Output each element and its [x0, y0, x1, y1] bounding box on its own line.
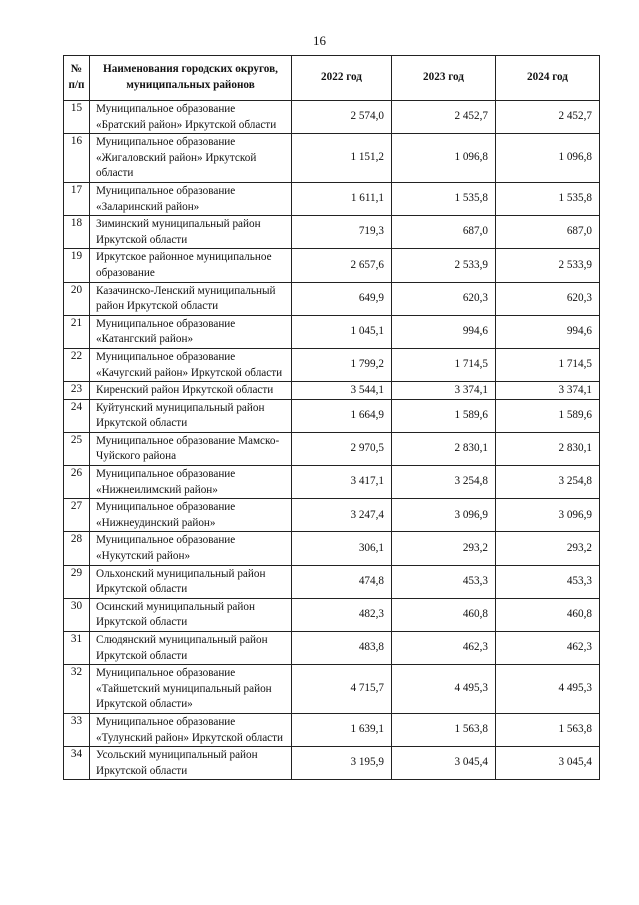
- table-row: [64, 348, 600, 381]
- row-name: Муниципальное образование «Братский район» Иркутской области: [90, 101, 292, 134]
- table-row: [64, 499, 600, 532]
- row-number: 23: [64, 382, 90, 400]
- row-number: 16: [64, 134, 90, 183]
- row-name: Муниципальное образование «Качугский район» Иркутской области: [90, 348, 292, 381]
- row-number: 22: [64, 348, 90, 381]
- row-name: Муниципальное образование «Жигаловский район» Иркутской области: [90, 134, 292, 183]
- row-value-2023: 3 254,8: [392, 466, 496, 499]
- row-number: 30: [64, 598, 90, 631]
- row-value-2023: 687,0: [392, 216, 496, 249]
- row-value-2022: 1 799,2: [292, 348, 392, 381]
- row-value-2022: 1 611,1: [292, 182, 392, 215]
- table-row: [64, 713, 600, 746]
- row-name: Куйтунский муниципальный район Иркутской области: [90, 399, 292, 432]
- row-number: 18: [64, 216, 90, 249]
- row-number: 15: [64, 101, 90, 134]
- row-value-2023: 1 714,5: [392, 348, 496, 381]
- row-number: 29: [64, 565, 90, 598]
- row-value-2024: 3 374,1: [496, 382, 600, 400]
- row-value-2022: 649,9: [292, 282, 392, 315]
- row-number: 31: [64, 632, 90, 665]
- table-row: [64, 249, 600, 282]
- row-value-2024: 1 563,8: [496, 713, 600, 746]
- row-value-2024: 453,3: [496, 565, 600, 598]
- table-row: [64, 382, 600, 400]
- table-row: [64, 532, 600, 565]
- row-value-2023: 462,3: [392, 632, 496, 665]
- row-value-2022: 3 417,1: [292, 466, 392, 499]
- row-name: Муниципальное образование «Нукутский район»: [90, 532, 292, 565]
- row-number: 26: [64, 466, 90, 499]
- header-2023: 2023 год: [392, 56, 496, 101]
- row-number: 21: [64, 315, 90, 348]
- row-name: Казачинско-Ленский муниципальный район Иркутской области: [90, 282, 292, 315]
- row-value-2022: 2 970,5: [292, 432, 392, 465]
- table-row: [64, 216, 600, 249]
- row-number: 25: [64, 432, 90, 465]
- row-value-2023: 460,8: [392, 598, 496, 631]
- row-value-2023: 1 563,8: [392, 713, 496, 746]
- row-value-2024: 3 045,4: [496, 747, 600, 780]
- table-row: [64, 101, 600, 134]
- row-value-2024: 293,2: [496, 532, 600, 565]
- table-row: [64, 182, 600, 215]
- row-number: 33: [64, 713, 90, 746]
- row-name: Муниципальное образование «Нижнеудинский район»: [90, 499, 292, 532]
- row-name: Киренский район Иркутской области: [90, 382, 292, 400]
- row-value-2023: 1 535,8: [392, 182, 496, 215]
- table-row: [64, 466, 600, 499]
- row-number: 27: [64, 499, 90, 532]
- table-body: [64, 101, 600, 780]
- row-number: 24: [64, 399, 90, 432]
- row-name: Усольский муниципальный район Иркутской области: [90, 747, 292, 780]
- table-row: [64, 598, 600, 631]
- row-value-2024: 2 533,9: [496, 249, 600, 282]
- row-number: 17: [64, 182, 90, 215]
- row-name: Муниципальное образование «Заларинский район»: [90, 182, 292, 215]
- row-value-2022: 483,8: [292, 632, 392, 665]
- row-value-2023: 2 830,1: [392, 432, 496, 465]
- header-num: № п/п: [64, 56, 90, 101]
- row-value-2023: 3 045,4: [392, 747, 496, 780]
- row-value-2022: 2 657,6: [292, 249, 392, 282]
- row-name: Ольхонский муниципальный район Иркутской области: [90, 565, 292, 598]
- row-value-2022: 719,3: [292, 216, 392, 249]
- row-value-2023: 620,3: [392, 282, 496, 315]
- row-value-2022: 1 664,9: [292, 399, 392, 432]
- row-number: 32: [64, 665, 90, 714]
- table-row: [64, 747, 600, 780]
- row-value-2022: 1 045,1: [292, 315, 392, 348]
- row-value-2024: 3 096,9: [496, 499, 600, 532]
- row-number: 34: [64, 747, 90, 780]
- row-value-2022: 3 247,4: [292, 499, 392, 532]
- row-value-2023: 994,6: [392, 315, 496, 348]
- row-value-2024: 1 096,8: [496, 134, 600, 183]
- table-row: [64, 282, 600, 315]
- row-value-2022: 3 544,1: [292, 382, 392, 400]
- table-row: [64, 315, 600, 348]
- table-row: [64, 632, 600, 665]
- budget-table: [63, 55, 600, 780]
- row-name: Муниципальное образование Мамско-Чуйского района: [90, 432, 292, 465]
- row-value-2022: 4 715,7: [292, 665, 392, 714]
- header-2024: 2024 год: [496, 56, 600, 101]
- row-name: Муниципальное образование «Тулунский район» Иркутской области: [90, 713, 292, 746]
- row-name: Муниципальное образование «Тайшетский муниципальный район Иркутской области»: [90, 665, 292, 714]
- row-name: Муниципальное образование «Катангский район»: [90, 315, 292, 348]
- page-number: 16: [313, 33, 326, 48]
- row-value-2024: 1 714,5: [496, 348, 600, 381]
- row-value-2023: 1 096,8: [392, 134, 496, 183]
- row-number: 19: [64, 249, 90, 282]
- table-row: [64, 665, 600, 714]
- row-name: Зиминский муниципальный район Иркутской области: [90, 216, 292, 249]
- row-value-2024: 994,6: [496, 315, 600, 348]
- row-value-2023: 3 096,9: [392, 499, 496, 532]
- row-value-2022: 3 195,9: [292, 747, 392, 780]
- table-header-row: [64, 56, 600, 101]
- row-name: Осинский муниципальный район Иркутской области: [90, 598, 292, 631]
- row-value-2024: 462,3: [496, 632, 600, 665]
- row-name: Иркутское районное муниципальное образование: [90, 249, 292, 282]
- row-value-2024: 2 830,1: [496, 432, 600, 465]
- table-row: [64, 432, 600, 465]
- row-value-2022: 306,1: [292, 532, 392, 565]
- header-name: Наименования городских округов, муниципальных районов: [90, 56, 292, 101]
- row-value-2024: 460,8: [496, 598, 600, 631]
- row-value-2022: 1 151,2: [292, 134, 392, 183]
- row-value-2024: 1 589,6: [496, 399, 600, 432]
- row-value-2022: 474,8: [292, 565, 392, 598]
- row-name: Муниципальное образование «Нижнеилимский район»: [90, 466, 292, 499]
- row-value-2023: 2 452,7: [392, 101, 496, 134]
- row-number: 28: [64, 532, 90, 565]
- row-number: 20: [64, 282, 90, 315]
- row-value-2024: 1 535,8: [496, 182, 600, 215]
- table-row: [64, 399, 600, 432]
- header-2022: 2022 год: [292, 56, 392, 101]
- row-value-2024: 3 254,8: [496, 466, 600, 499]
- row-value-2022: 2 574,0: [292, 101, 392, 134]
- row-value-2024: 687,0: [496, 216, 600, 249]
- row-value-2024: 4 495,3: [496, 665, 600, 714]
- row-value-2023: 3 374,1: [392, 382, 496, 400]
- row-value-2023: 2 533,9: [392, 249, 496, 282]
- row-value-2022: 482,3: [292, 598, 392, 631]
- row-value-2023: 293,2: [392, 532, 496, 565]
- row-value-2022: 1 639,1: [292, 713, 392, 746]
- table-row: [64, 134, 600, 183]
- row-value-2023: 453,3: [392, 565, 496, 598]
- row-value-2023: 4 495,3: [392, 665, 496, 714]
- row-name: Слюдянский муниципальный район Иркутской области: [90, 632, 292, 665]
- row-value-2024: 2 452,7: [496, 101, 600, 134]
- row-value-2023: 1 589,6: [392, 399, 496, 432]
- row-value-2024: 620,3: [496, 282, 600, 315]
- table-row: [64, 565, 600, 598]
